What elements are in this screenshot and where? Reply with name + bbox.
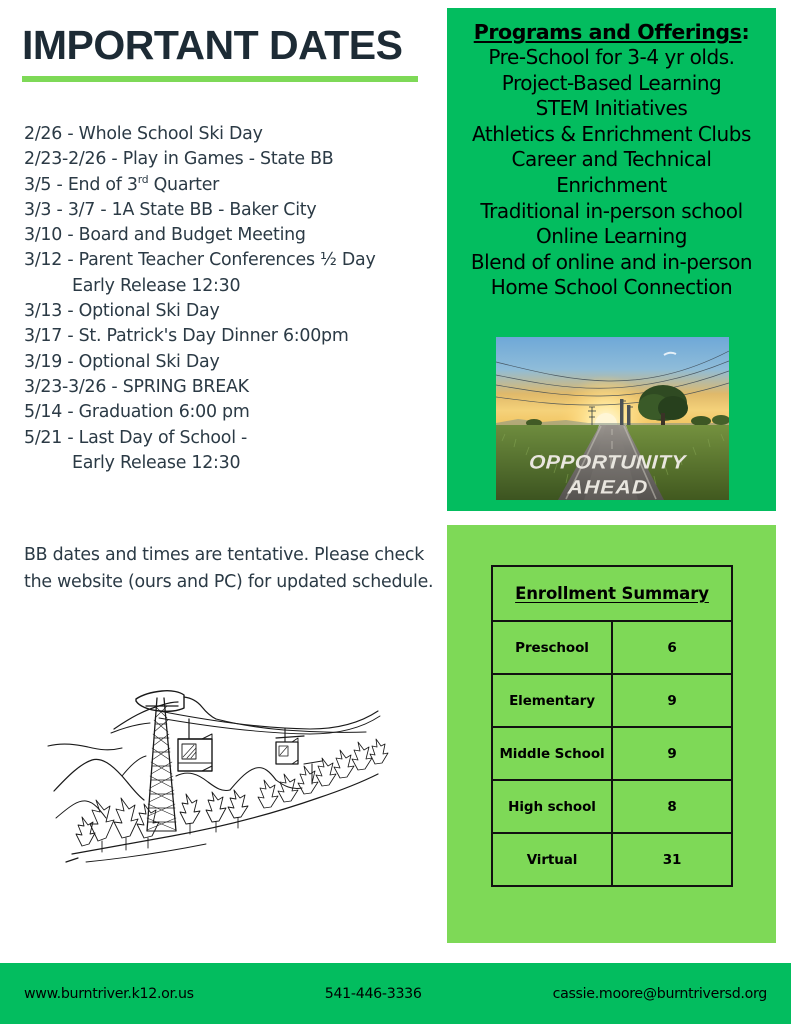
program-item: Enrichment	[556, 172, 667, 197]
table-row	[492, 727, 732, 780]
contact-footer	[0, 963, 791, 1024]
enrollment-count: 9	[612, 727, 732, 780]
table-row	[492, 833, 732, 886]
table-row	[492, 780, 732, 833]
footer-email[interactable]: cassie.moore@burntriversd.org	[552, 985, 767, 1002]
ordinal-superscript: rd	[137, 172, 149, 186]
date-line: 2/26 - Whole School Ski Day	[24, 124, 263, 144]
opportunity-ahead-photo	[496, 337, 729, 500]
programs-heading-colon: :	[741, 20, 750, 44]
program-item: Home School Connection	[490, 275, 733, 300]
footer-website[interactable]: www.burntriver.k12.or.us	[24, 985, 194, 1002]
enrollment-label: Middle School	[492, 727, 612, 780]
date-line: 3/5 - End of 3rd Quarter	[24, 172, 220, 195]
program-item: Blend of online and in-person	[470, 249, 753, 274]
date-line: 3/3 - 3/7 - 1A State BB - Baker City	[24, 199, 317, 220]
svg-text:AHEAD: AHEAD	[567, 477, 649, 499]
date-line: Early Release 12:30	[72, 452, 241, 473]
enrollment-table	[491, 565, 733, 887]
enrollment-count: 8	[612, 780, 732, 833]
programs-and-offerings-panel	[447, 8, 776, 511]
important-dates-list	[24, 122, 439, 476]
date-line: Early Release 12:30	[72, 275, 241, 296]
date-line: 3/19 - Optional Ski Day	[24, 351, 220, 372]
enrollment-count: 31	[612, 833, 732, 886]
ski-gondola-sketch	[26, 666, 396, 898]
table-header-row	[492, 566, 732, 621]
enrollment-count: 6	[612, 621, 732, 674]
table-row	[492, 621, 732, 674]
date-line: 3/10 - Board and Budget Meeting	[24, 225, 306, 246]
enrollment-label: High school	[492, 780, 612, 833]
program-item: Online Learning	[536, 224, 687, 249]
date-line: 5/14 - Graduation 6:00 pm	[24, 402, 250, 423]
enrollment-label: Virtual	[492, 833, 612, 886]
date-line: 3/12 - Parent Teacher Conferences ½ Day	[24, 250, 376, 271]
bb-schedule-note: BB dates and times are tentative. Please check the website (ours and PC) for updated schedule.	[24, 545, 434, 592]
svg-text:OPPORTUNITY: OPPORTUNITY	[528, 452, 687, 474]
enrollment-heading: Enrollment Summary	[492, 566, 732, 621]
date-line: 3/13 - Optional Ski Day	[24, 301, 220, 322]
programs-heading-text: Programs and Offerings	[473, 20, 742, 44]
program-item: Pre-School for 3-4 yr olds.	[488, 45, 735, 69]
date-line: 5/21 - Last Day of School -	[24, 427, 248, 448]
program-item: Athletics & Enrichment Clubs	[472, 121, 751, 146]
title-underline-rule	[22, 76, 418, 82]
date-line: 2/23-2/26 - Play in Games - State BB	[24, 149, 334, 170]
program-item: Career and Technical	[511, 147, 712, 172]
program-item: STEM Initiatives	[535, 96, 688, 121]
enrollment-count: 9	[612, 674, 732, 727]
date-line: 3/23-3/26 - SPRING BREAK	[24, 376, 249, 397]
enrollment-label: Elementary	[492, 674, 612, 727]
programs-heading	[453, 20, 770, 44]
program-item: Traditional in-person school	[480, 198, 743, 223]
enrollment-label: Preschool	[492, 621, 612, 674]
page-title: IMPORTANT DATES	[22, 22, 403, 68]
footer-phone[interactable]: 541-446-3336	[324, 985, 422, 1002]
table-row	[492, 674, 732, 727]
program-item: Project-Based Learning	[501, 70, 722, 95]
programs-list	[453, 45, 770, 301]
date-line: 3/17 - St. Patrick's Day Dinner 6:00pm	[24, 326, 349, 347]
enrollment-summary-panel	[447, 525, 776, 943]
